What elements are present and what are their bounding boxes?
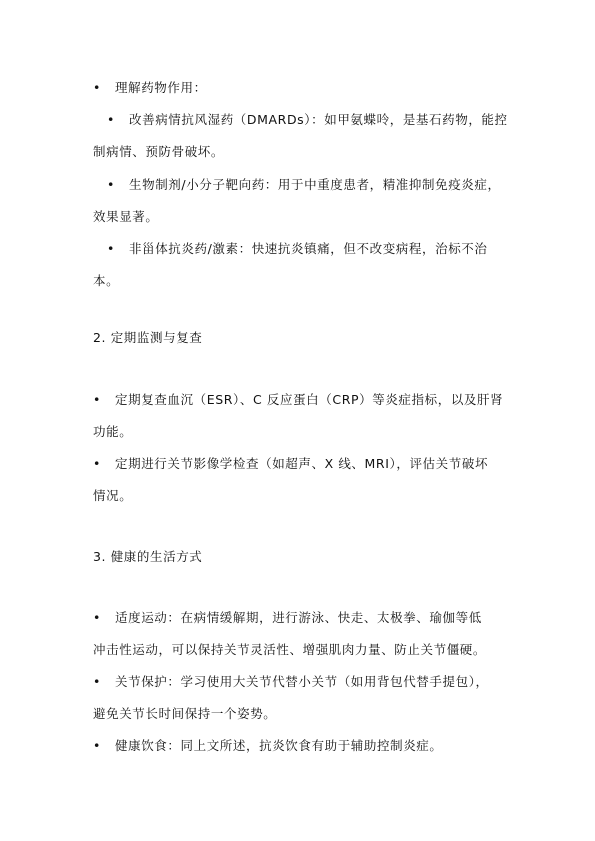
item-continuation: 避免关节长时间保持一个姿势。 xyxy=(93,706,277,721)
item-text: 生物制剂/小分子靶向药：用于中重度患者，精准抑制免疫炎症， xyxy=(129,177,501,192)
item-continuation: 本。 xyxy=(93,273,120,288)
item-continuation: 冲击性运动，可以保持关节灵活性、增强肌肉力量、防止关节僵硬。 xyxy=(93,642,487,657)
bullet: • xyxy=(93,674,101,689)
bullet: • xyxy=(93,80,101,95)
bullet: • xyxy=(107,112,115,127)
item-continuation: 功能。 xyxy=(93,424,133,439)
item-text: 关节保护：学习使用大关节代替小关节（如用背包代替手提包）， xyxy=(115,674,489,689)
item-text: 改善病情抗风湿药（DMARDs）：如甲氨蝶呤，是基石药物，能控 xyxy=(129,112,508,127)
list-item xyxy=(107,112,508,128)
item-text: 适度运动：在病情缓解期，进行游泳、快走、太极拳、瑜伽等低 xyxy=(115,610,482,625)
item-continuation: 制病情、预防骨破坏。 xyxy=(93,144,225,159)
list-item xyxy=(107,241,488,257)
list-item xyxy=(93,80,207,96)
bullet: • xyxy=(107,177,115,192)
item-text: 理解药物作用： xyxy=(115,80,207,95)
bullet: • xyxy=(93,738,101,753)
section-heading: 2. 定期监测与复查 xyxy=(93,330,203,345)
item-continuation: 效果显著。 xyxy=(93,209,159,224)
list-item xyxy=(93,738,443,754)
item-continuation: 情况。 xyxy=(93,488,133,503)
item-text: 健康饮食：同上文所述，抗炎饮食有助于辅助控制炎症。 xyxy=(115,738,443,753)
section-heading: 3. 健康的生活方式 xyxy=(93,549,203,564)
item-text: 定期进行关节影像学检查（如超声、X 线、MRI），评估关节破坏 xyxy=(115,456,489,471)
list-item xyxy=(107,177,501,193)
bullet: • xyxy=(107,241,115,256)
bullet: • xyxy=(93,610,101,625)
list-item xyxy=(93,610,482,626)
list-item xyxy=(93,674,489,690)
list-item xyxy=(93,456,488,472)
list-item xyxy=(93,392,503,408)
bullet: • xyxy=(93,392,101,407)
item-text: 定期复查血沉（ESR）、C 反应蛋白（CRP）等炎症指标，以及肝肾 xyxy=(115,392,504,407)
bullet: • xyxy=(93,456,101,471)
item-text: 非甾体抗炎药/激素：快速抗炎镇痛，但不改变病程，治标不治 xyxy=(129,241,488,256)
